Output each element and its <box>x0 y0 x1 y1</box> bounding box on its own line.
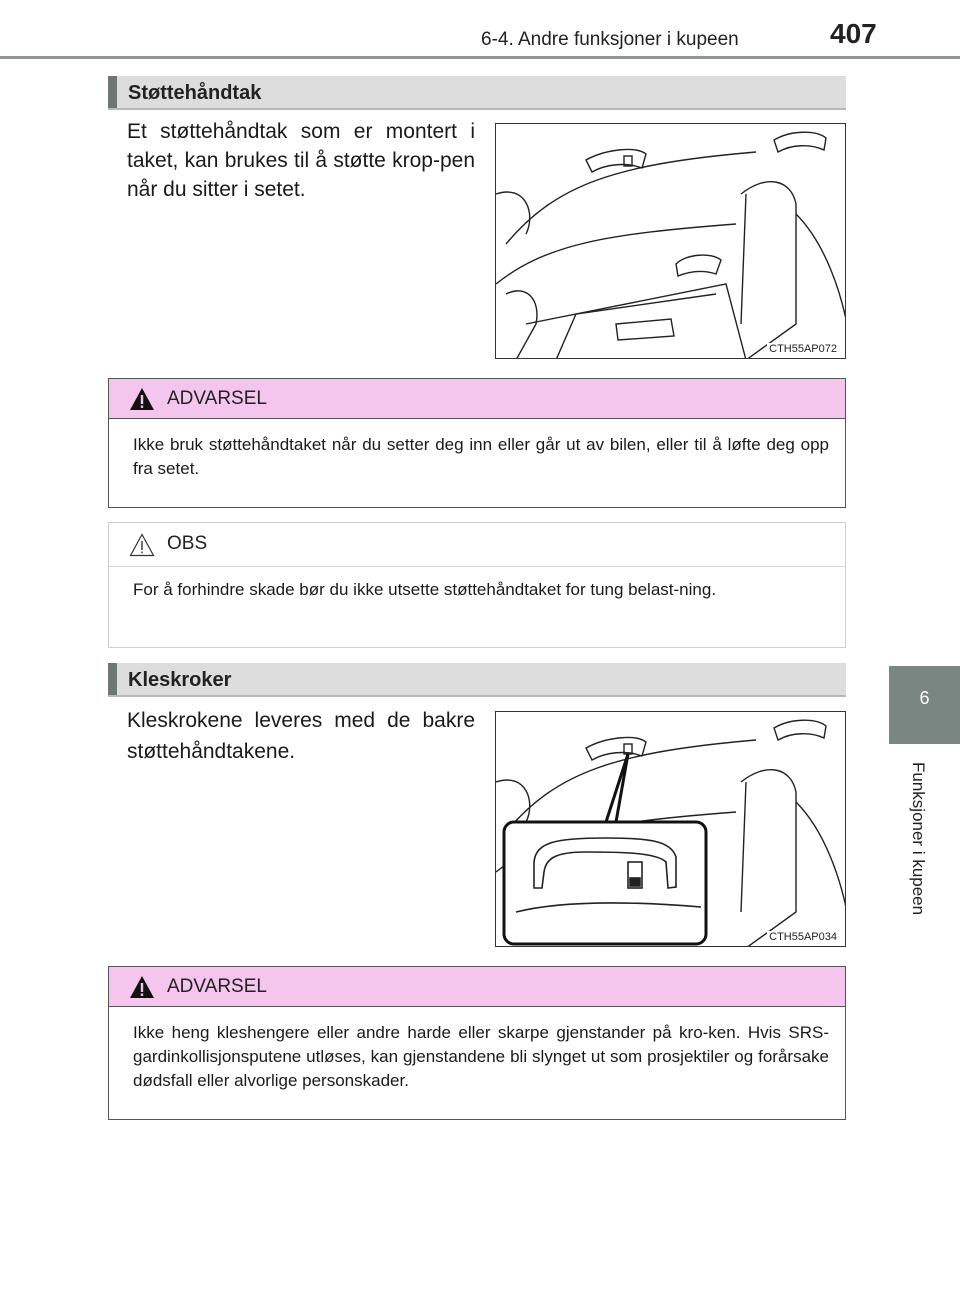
warning-triangle-icon <box>129 387 155 411</box>
warning-box-2 <box>108 966 846 1120</box>
header-divider <box>0 56 960 59</box>
warning-text: Ikke bruk støttehåndtaket når du setter deg inn eller går ut av bilen, eller til å løfte deg opp fra setet. <box>133 435 829 478</box>
figure-code: CTH55AP072 <box>769 343 837 355</box>
figure-coat-hook <box>495 711 846 947</box>
figure-code: CTH55AP034 <box>769 931 837 943</box>
warning-header <box>109 967 845 1007</box>
warning-triangle-icon <box>129 975 155 999</box>
section-body-text: Et støttehåndtak som er montert i taket, kan brukes til å støtte krop-pen når du sitter i setet. <box>127 120 475 201</box>
section-heading-coat-hooks <box>108 663 846 697</box>
car-interior-hook-illustration <box>496 712 846 947</box>
section-body-text: Kleskrokene leveres med de bakre støttehåndtakene. <box>127 709 475 763</box>
warning-text: Ikke heng kleshengere eller andre harde eller skarpe gjenstander på kro-ken. Hvis SRS-gardinkollisjonsputene utløses, kan gjenstandene bli slynget ut som prosjektiler og forårsake dødsfall eller alvorlige personskader. <box>133 1023 829 1090</box>
chapter-side-label <box>904 762 934 942</box>
section-heading-title: Støttehåndtak <box>128 82 262 104</box>
section-heading-bar <box>108 76 117 108</box>
warning-header <box>109 379 845 419</box>
chapter-title: 6-4. Andre funksjoner i kupeen <box>481 29 739 50</box>
figure-assist-grip <box>495 123 846 359</box>
section-heading-title: Kleskroker <box>128 669 232 691</box>
notice-text: For å forhindre skade bør du ikke utsette støttehåndtaket for tung belast-ning. <box>133 580 717 599</box>
notice-label: OBS <box>167 533 208 554</box>
section-heading-bar <box>108 663 117 695</box>
section-heading-assist-grip <box>108 76 846 110</box>
notice-header <box>109 523 845 567</box>
caution-triangle-icon <box>129 533 155 557</box>
chapter-side-label-text: Funksjoner i kupeen <box>909 762 928 916</box>
warning-label: ADVARSEL <box>167 976 267 997</box>
notice-box <box>108 522 846 648</box>
warning-label: ADVARSEL <box>167 388 267 409</box>
warning-box-1 <box>108 378 846 508</box>
car-interior-illustration <box>496 124 846 359</box>
page-number: 407 <box>830 18 877 49</box>
chapter-tab-number: 6 <box>919 688 930 708</box>
